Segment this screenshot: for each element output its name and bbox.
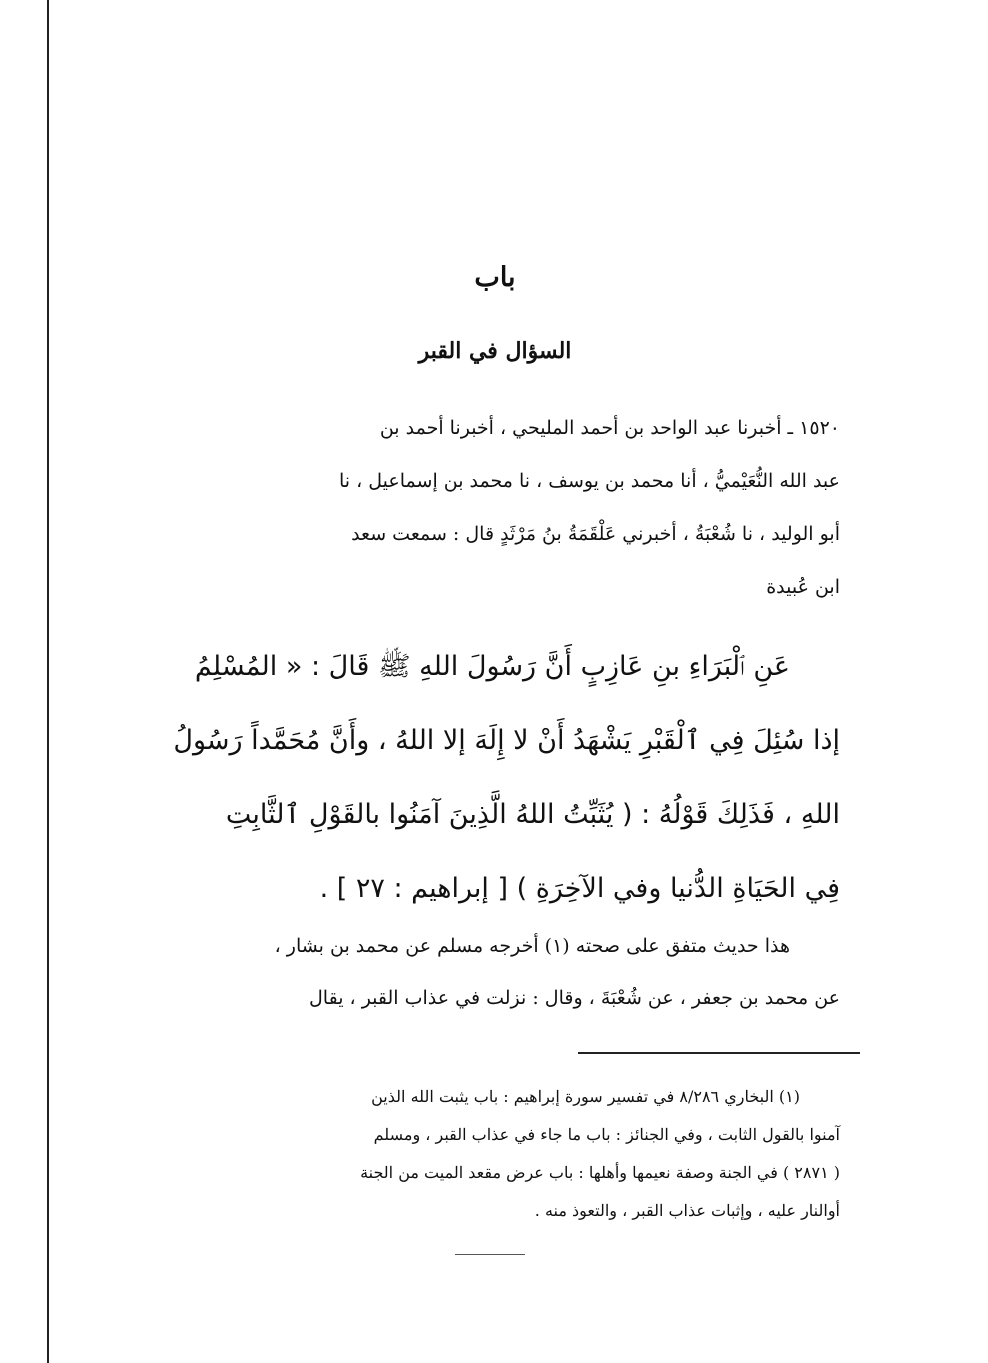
hadith-text [150,630,840,926]
chapter-subtitle: السؤال في القبر [418,338,572,364]
page-margin-rule [47,0,49,1363]
commentary-paragraph [150,920,840,1024]
book-page [150,0,840,1363]
hadith-line: اللهِ ، فَذَلِكَ قَوْلُهُ : ( يُثَبِّتُ اللهُ الَّذِينَ آمَنُوا بالقَوْلِ ٱلثَّابِتِ [225,799,840,830]
isnad-line: أبو الوليد ، نا شُعْبَةُ ، أخبرني عَلْقَمَةُ بنُ مَرْثَدٍ قال : سمعت سعد [351,523,840,545]
footnote-line: ( ٢٨٧١ ) في الجنة وصفة نعيمها وأهلها : باب عرض مقعد الميت من الجنة [360,1163,840,1182]
hadith-line: إذا سُئِلَ فِي ٱلْقَبْرِ يَشْهَدُ أَنْ لا إِلَهَ إلا اللهُ ، وأَنَّ مُحَمَّداً رَسُولُ [173,725,840,756]
commentary-line: هذا حديث متفق على صحته (١) أخرجه مسلم عن محمد بن بشار ، [274,935,790,957]
footnote-line: أوالنار عليه ، وإثبات عذاب القبر ، والتعوذ منه . [534,1201,840,1220]
hadith-line: عَنِ ٱلْبَرَاءِ بنِ عَازِبٍ أَنَّ رَسُولَ اللهِ ﷺ قَالَ : « المُسْلِمُ [194,651,790,682]
footnote-separator [578,1052,860,1054]
isnad-line: ابن عُبيدة [766,576,840,598]
isnad-paragraph [150,402,840,614]
isnad-line: ١٥٢٠ ـ أخبرنا عبد الواحد بن أحمد المليحي ، أخبرنا أحمد بن [379,417,840,439]
footnote-line: آمنوا بالقول الثابت ، وفي الجنائز : باب ما جاء في عذاب القبر ، ومسلم [373,1125,840,1144]
end-rule [455,1254,525,1255]
footnote-line: (١) البخاري ٨/٢٨٦ في تفسير سورة إبراهيم : باب يثبت الله الذين [371,1087,800,1106]
isnad-line: عبد الله النُّعَيْميُّ ، أنا محمد بن يوسف ، نا محمد بن إسماعيل ، نا [339,470,840,492]
hadith-line: فِي الحَيَاةِ الدُّنيا وفي الآخِرَةِ ) [ إبراهيم : ٢٧ ] . [319,873,840,904]
commentary-line: عن محمد بن جعفر ، عن شُعْبَةَ ، وقال : نزلت في عذاب القبر ، يقال [308,987,840,1009]
footnote [150,1078,840,1230]
chapter-title: باب [474,262,516,293]
